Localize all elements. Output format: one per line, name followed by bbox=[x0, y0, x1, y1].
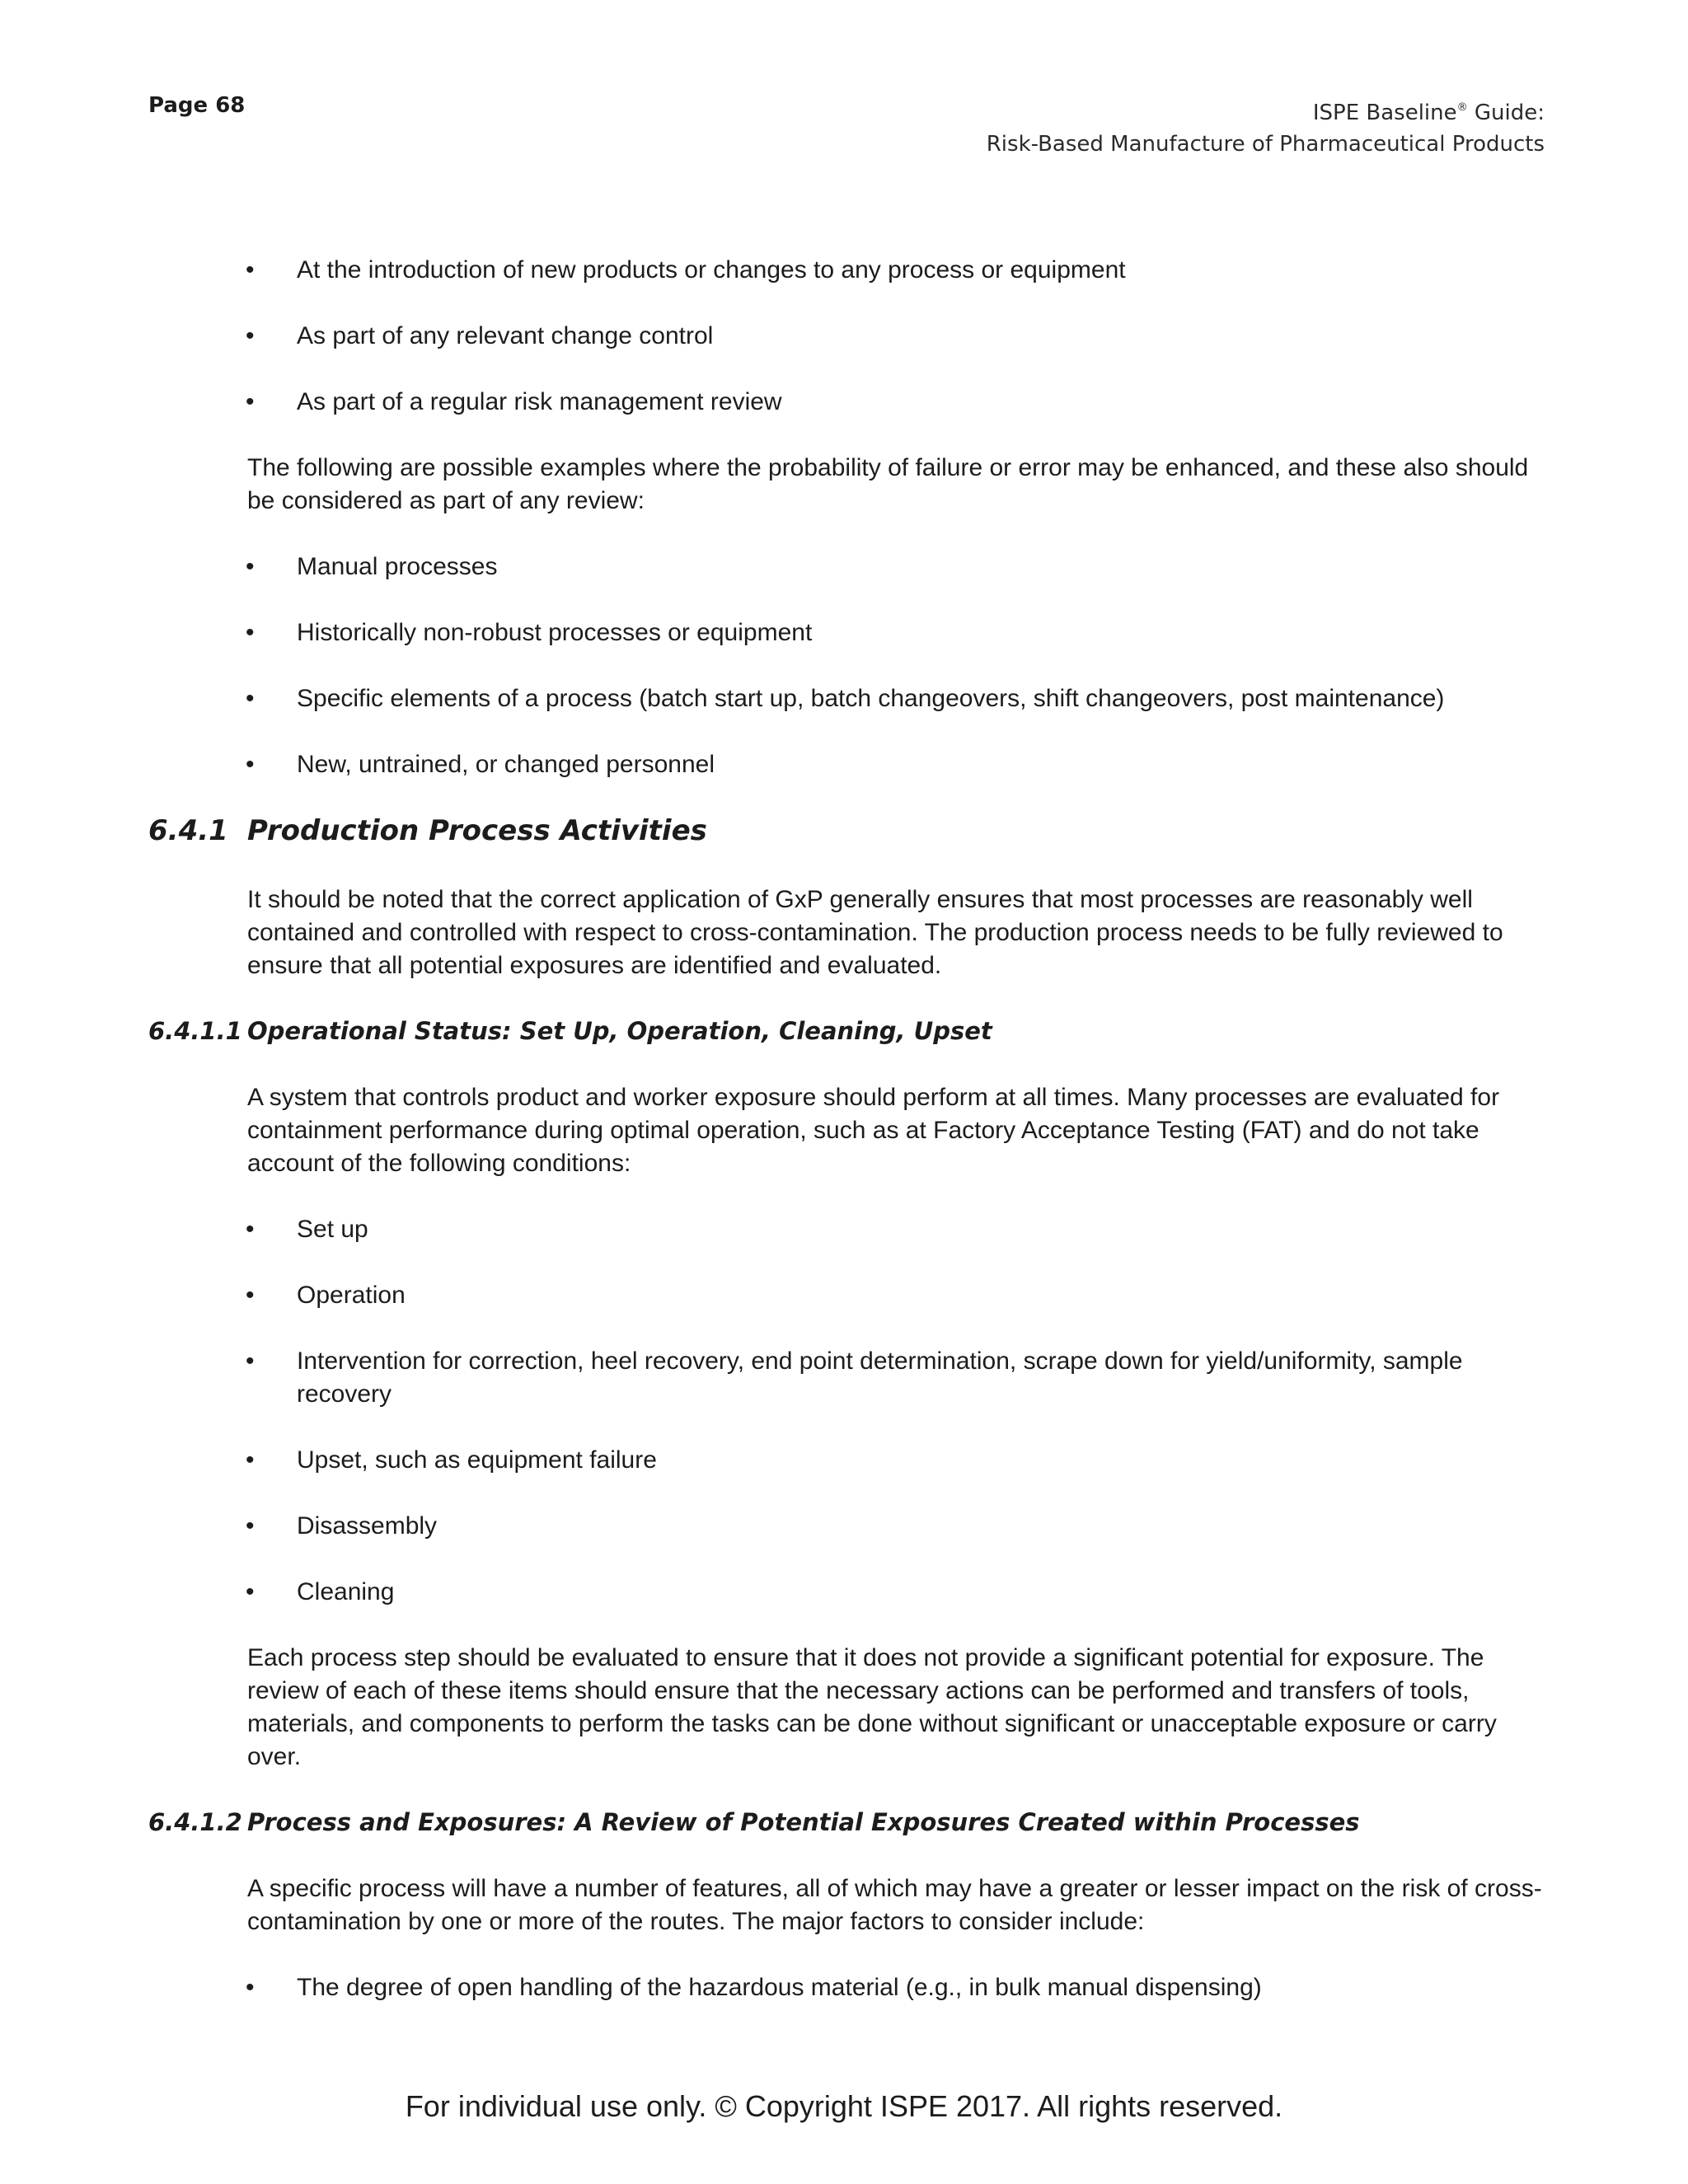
bullet-marker: • bbox=[246, 1578, 255, 1605]
list-item bbox=[0, 1213, 1533, 1246]
list-item-text: Upset, such as equipment failure bbox=[297, 1446, 657, 1474]
list-item bbox=[0, 386, 1533, 419]
list-item bbox=[0, 1576, 1533, 1609]
list-item-text: Intervention for correction, heel recovery, end point determination, scrape down for yield/uniformity, sample recovery bbox=[297, 1347, 1463, 1408]
bullet-marker: • bbox=[246, 1974, 255, 2001]
running-head-line-1 bbox=[987, 92, 1545, 129]
list-item-text: As part of a regular risk management review bbox=[297, 388, 782, 415]
list-item-text: Manual processes bbox=[297, 553, 498, 580]
list-item bbox=[0, 1444, 1533, 1477]
list-item bbox=[0, 1971, 1533, 2004]
running-head-line-2: Risk-Based Manufacture of Pharmaceutical Products bbox=[986, 132, 1545, 157]
bullet-marker: • bbox=[246, 751, 255, 778]
body-paragraph: Each process step should be evaluated to ensure that it does not provide a significant potential for exposure. The review of each of these items should ensure that the necessary actions can be performed and transfers of tools, materials, and components to perform the tasks can be done without significant or unacceptable exposure or carry over. bbox=[247, 1644, 1497, 1770]
bullet-marker: • bbox=[246, 1347, 255, 1375]
subsection-number: 6.4.1.1 bbox=[148, 1017, 242, 1045]
registered-mark: ® bbox=[1456, 101, 1468, 114]
bullet-marker: • bbox=[246, 1216, 255, 1243]
copyright-footer: For individual use only. © Copyright ISPE 2017. All rights reserved. bbox=[405, 2089, 1283, 2123]
list-item-text: As part of any relevant change control bbox=[297, 322, 714, 349]
list-item bbox=[0, 616, 1533, 649]
running-head-guide: Guide: bbox=[1467, 101, 1545, 125]
page-content bbox=[0, 254, 1688, 2037]
section-heading bbox=[0, 814, 1688, 851]
bullet-marker: • bbox=[246, 388, 255, 415]
bullet-marker: • bbox=[246, 1446, 255, 1474]
list-item-text: Cleaning bbox=[297, 1578, 395, 1605]
list-item bbox=[0, 254, 1533, 287]
page-number: Page 68 bbox=[148, 93, 246, 118]
subsection-number: 6.4.1.2 bbox=[148, 1808, 242, 1836]
list-item bbox=[0, 748, 1533, 781]
list-item-text: Specific elements of a process (batch start up, batch changeovers, shift changeovers, post maintenance) bbox=[297, 685, 1445, 712]
section-number: 6.4.1 bbox=[148, 814, 228, 847]
list-item bbox=[0, 551, 1533, 583]
bullet-marker: • bbox=[246, 322, 255, 349]
list-item-text: Historically non-robust processes or equipment bbox=[297, 619, 813, 646]
bullet-marker: • bbox=[246, 1282, 255, 1309]
body-paragraph: The following are possible examples where the probability of failure or error may be enhanced, and these also should be considered as part of any review: bbox=[247, 454, 1529, 514]
running-head bbox=[987, 92, 1545, 160]
body-paragraph: A specific process will have a number of features, all of which may have a greater or lesser impact on the risk of cross-contamination by one or more of the routes. The major factors to consider include: bbox=[247, 1875, 1542, 1935]
list-item-text: New, untrained, or changed personnel bbox=[297, 751, 715, 778]
body-paragraph: A system that controls product and worker exposure should perform at all times. Many processes are evaluated for containment performance during optimal operation, such as at Factory Acceptance Testing (FAT) and do not take account of the following conditions: bbox=[247, 1084, 1500, 1177]
subsection-title: Process and Exposures: A Review of Potential Exposures Created within Processes bbox=[247, 1808, 1360, 1836]
running-head-title: ISPE Baseline bbox=[1312, 101, 1457, 125]
list-item-text: The degree of open handling of the hazardous material (e.g., in bulk manual dispensing) bbox=[297, 1974, 1262, 2001]
body-paragraph: It should be noted that the correct application of GxP generally ensures that most processes are reasonably well contained and controlled with respect to cross-contamination. The production process needs to be fully reviewed to ensure that all potential exposures are identified and evaluated. bbox=[247, 886, 1503, 979]
subsection-heading bbox=[0, 1015, 1688, 1048]
list-item bbox=[0, 320, 1533, 353]
section-title: Production Process Activities bbox=[247, 814, 707, 847]
bullet-marker: • bbox=[246, 685, 255, 712]
list-item-text: At the introduction of new products or changes to any process or equipment bbox=[297, 256, 1126, 284]
list-item bbox=[0, 1345, 1533, 1411]
subsection-heading bbox=[0, 1807, 1688, 1840]
list-item bbox=[0, 682, 1533, 715]
bullet-marker: • bbox=[246, 619, 255, 646]
list-item-text: Set up bbox=[297, 1216, 368, 1243]
list-item bbox=[0, 1279, 1533, 1312]
list-item-text: Operation bbox=[297, 1282, 406, 1309]
list-item bbox=[0, 1510, 1533, 1543]
bullet-marker: • bbox=[246, 553, 255, 580]
bullet-marker: • bbox=[246, 256, 255, 284]
subsection-title: Operational Status: Set Up, Operation, Cleaning, Upset bbox=[247, 1017, 992, 1045]
list-item-text: Disassembly bbox=[297, 1512, 438, 1540]
bullet-marker: • bbox=[246, 1512, 255, 1540]
